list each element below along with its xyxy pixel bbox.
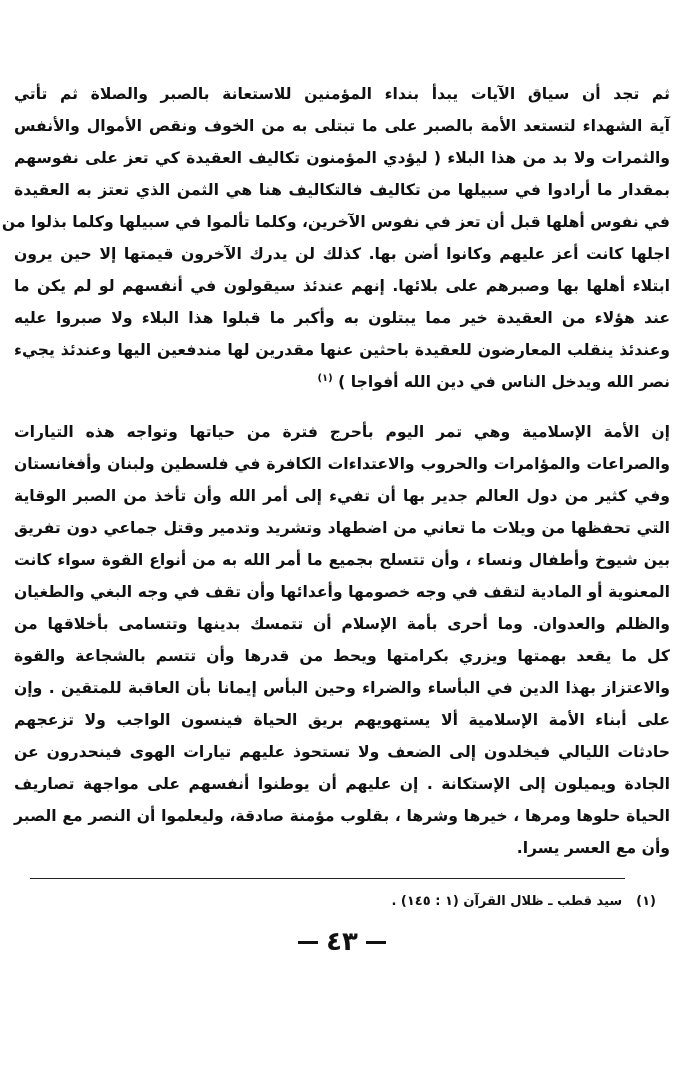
paragraph-2-line: كل ما يقعد بهمتها ويزري بكرامتها ويحط من قدرها وأن تتسم بالشجاعة والقوة: [14, 647, 670, 665]
paragraph-2-line: المعنوية أو المادية لتقف في وجه خصومها وأعدائها وأن تقف في وجه البغي والطغيان: [14, 583, 670, 601]
footnote-reference[interactable]: (١): [317, 372, 333, 384]
paragraph-1-line: والثمرات ولا بد من هذا البلاء ( ليؤدي المؤمنون تكاليف العقيدة كي تعز على نفوسهم: [14, 149, 670, 167]
paragraph-1-line: آية الشهداء لتستعد الأمة بالصبر على ما تبتلى به من الخوف ونقص الأموال والأنفس: [14, 117, 670, 135]
paragraph-2-line: الجادة ويميلون إلى الإستكانة . إن عليهم أن يوطنوا أنفسهم على مواجهة تصاريف: [14, 775, 670, 793]
paragraph-2-line: وأن مع العسر يسرا.: [516, 839, 670, 857]
paragraph-1-line-text: نصر الله ويدخل الناس في دين الله أفواجا ): [338, 373, 670, 391]
paragraph-1-line: ثم تجد أن سياق الآيات يبدأ بنداء المؤمنين للاستعانة بالصبر والصلاة ثم تأتي: [14, 85, 670, 103]
paragraph-2-line: والصراعات والمؤامرات والحروب والاعتداءات الكافرة في فلسطين ولبنان وأفغانستان: [14, 455, 670, 473]
paragraph-1-line: في نفوس أهلها قبل أن تعز في نفوس الآخرين، وكلما تألموا في سبيلها وكلما بذلوا من: [1, 213, 670, 231]
paragraph-2-line: وفي كثير من دول العالم جدير بها أن تفيء إلى أمر الله وأن تأخذ من الصبر الوقاية: [14, 487, 670, 505]
page-number-dash: [298, 941, 318, 944]
paragraph-1-line: عند هؤلاء من العقيدة خير مما يبتلون به وأكبر ما قبلوا هذا البلاء ولا صبروا عليه: [14, 309, 670, 327]
paragraph-1-line: وعندئذ ينقلب المعارضون للعقيدة باحثين عنها مقدرين لها مندفعين اليها وعندئذ يجيء: [14, 341, 670, 359]
paragraph-2-line: إن الأمة الإسلامية وهي تمر اليوم بأحرج فترة من حياتها وتواجه هذه التيارات: [14, 423, 670, 441]
page-number-dash: [366, 941, 386, 944]
paragraph-2-line: التي تحفظها من ويلات ما تعاني من اضطهاد وتشريد وتدمير وقتل جماعي دون تفريق: [14, 519, 670, 537]
paragraph-2-line: على أبناء الأمة الإسلامية ألا يستهويهم بريق الحياة فينسون الواجب ولا تزعجهم: [14, 711, 670, 729]
paragraph-2-line: بين شيوخ وأطفال ونساء ، وأن تتسلح بجميع ما أمر الله به من أنواع القوة سواء كانت: [14, 551, 670, 569]
footnote-text: سيد قطب ـ ظلال القرآن (١ : ١٤٥) .: [391, 894, 623, 909]
paragraph-1-line: ابتلاء أهلها بها وصبرهم على بلائها. إنهم عندئذ سيقولون في أنفسهم لو لم يكن ما: [14, 277, 670, 295]
paragraph-2-line: والظلم والعدوان. وما أحرى بأمة الإسلام أن تتمسك بدينها وتتسامى بأخلاقها من: [14, 615, 670, 633]
page-number-text: ٤٣: [326, 927, 358, 957]
paragraph-1-last-line: [14, 366, 670, 398]
paragraph-2-line: حادثات الليالي فيخلدون إلى الضعف ولا تستحوذ عليهم تيارات الهوى فينحدرون عن: [14, 743, 670, 761]
footnote-separator: [30, 878, 625, 879]
footnote: [14, 890, 656, 914]
paragraph-1-line: بمقدار ما أرادوا في سبيلها من تكاليف فالتكاليف هنا هي الثمن الذي تعتز به العقيدة: [14, 181, 670, 199]
paragraph-2-line: والاعتزاز بهذا الدين في البأساء والضراء وحين البأس إيمانا بأن العاقبة للمتقين . وإن: [14, 679, 670, 697]
paragraph-1-line: اجلها كانت أعز عليهم وكانوا أضن بها. كذلك لن يدرك الآخرون قيمتها إلا حين يرون: [14, 245, 670, 263]
page-number: [242, 922, 442, 962]
footnote-number: (١): [636, 894, 656, 909]
paragraph-2-line: الحياة حلوها ومرها ، خيرها وشرها ، بقلوب مؤمنة صادقة، وليعلموا أن النصر مع الصبر: [14, 807, 670, 825]
